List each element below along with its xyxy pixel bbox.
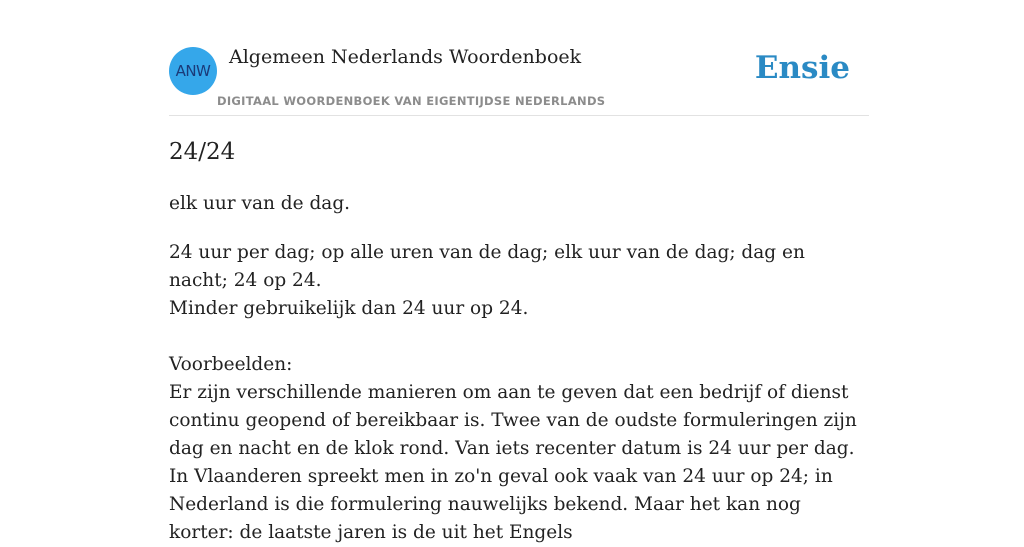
- entry-headword: 24/24: [169, 139, 236, 165]
- entry-body: [169, 239, 869, 547]
- paragraph-gap: [169, 323, 869, 351]
- ensie-brand-logo[interactable]: Ensie: [754, 50, 850, 86]
- site-subtitle: DIGITAAL WOORDENBOEK VAN EIGENTIJDSE NEDERLANDS: [217, 94, 606, 108]
- example-text: Er zijn verschillende manieren om aan te geven dat een bedrijf of dienst continu geopend of bereikbaar is. Twee van de oudste formuleringen zijn dag en nacht en de klok rond. Van iets recenter datum is 24 uur per dag. In Vlaanderen spreekt men in zo'n geval ook vaak van 24 uur op 24; in Nederland is die formulering nauwelijks bekend. Maar het kan nog korter: de laatste jaren is de uit het Engels: [169, 382, 857, 543]
- entry-usage-note: Minder gebruikelijk dan 24 uur op 24.: [169, 298, 529, 319]
- entry-definition: elk uur van de dag.: [169, 193, 351, 214]
- page: [169, 0, 869, 543]
- entry-synonyms: 24 uur per dag; op alle uren van de dag; elk uur van de dag; dag en nacht; 24 op 24.: [169, 242, 805, 291]
- site-title[interactable]: Algemeen Nederlands Woordenboek: [229, 46, 582, 68]
- examples-label: Voorbeelden:: [169, 354, 293, 375]
- header-divider: [169, 115, 869, 116]
- anw-logo[interactable]: [169, 47, 217, 95]
- anw-logo-text: ANW: [175, 62, 211, 80]
